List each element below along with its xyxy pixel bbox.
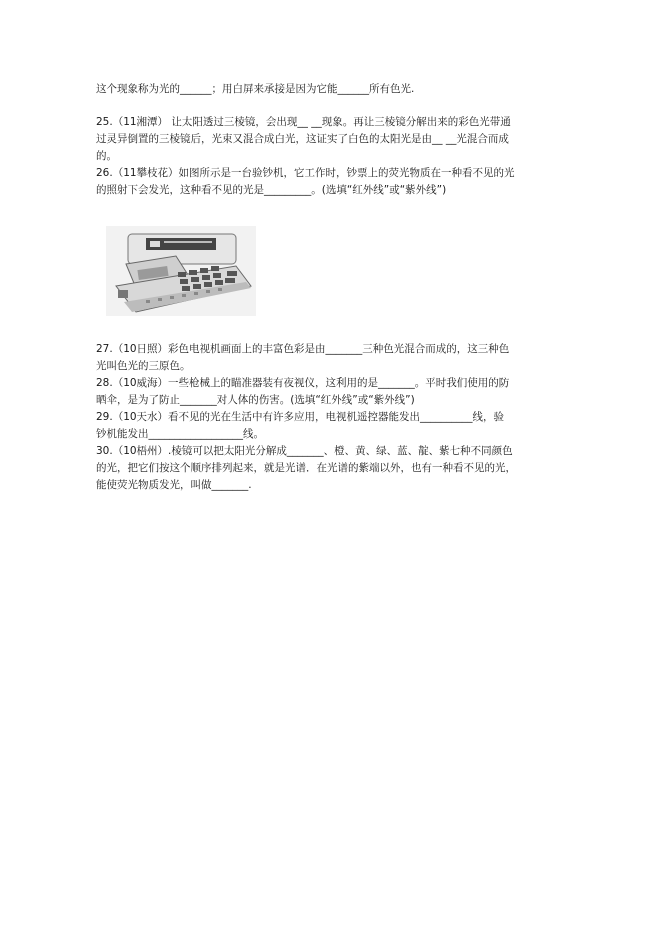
question-27-line-1: 27.（10日照）彩色电视机画面上的丰富色彩是由_______三种色光混合而成的，这三种色 [96, 343, 510, 355]
question-26-line-1: 26.（11攀枝花）如图所示是一台验钞机，它工作时，钞票上的荧光物质在一种看不见的光 [96, 167, 515, 179]
question-29-line-1: 29.（10天水）看不见的光在生活中有许多应用，电视机遥控器能发出__________线，验 [96, 411, 505, 423]
question-25-line-2: 过灵异倒置的三棱镜后，光束又混合成白光，这证实了白色的太阳光是由__ __光混合而成 [96, 133, 509, 145]
question-30-line-1: 30.（10梧州）.棱镜可以把太阳光分解成_______、橙、黄、绿、蓝、靛、紫七种不同颜色 [96, 445, 513, 457]
currency-detector-photo-icon [106, 226, 256, 316]
question-30-line-3: 能使荧光物质发光，叫做_______. [96, 479, 252, 491]
question-28-line-1: 28.（10威海）一些枪械上的瞄准器装有夜视仪，这利用的是_______。平时我们使用的防 [96, 377, 510, 389]
question-25-line-1: 25.（11湘潭） 让太阳透过三棱镜，会出现__ __现象。再让三棱镜分解出来的彩色光带通 [96, 116, 511, 128]
question-25-line-3: 的。 [96, 150, 117, 162]
text-line: 这个现象称为光的______；用白屏来承接是因为它能______所有色光. [96, 83, 415, 95]
question-28-line-2: 晒伞，是为了防止_______对人体的伤害。(选填“红外线”或“紫外线”) [96, 394, 415, 406]
question-30-line-2: 的光，把它们按这个顺序排列起来，就是光谱．在光谱的紫端以外，也有一种看不见的光， [96, 462, 516, 474]
question-26-line-2: 的照射下会发光，这种看不见的光是_________。(选填“红外线”或“紫外线”) [96, 184, 447, 196]
question-29-line-2: 钞机能发出__________________线。 [96, 428, 264, 440]
question-27-line-2: 光叫色光的三原色。 [96, 360, 191, 372]
